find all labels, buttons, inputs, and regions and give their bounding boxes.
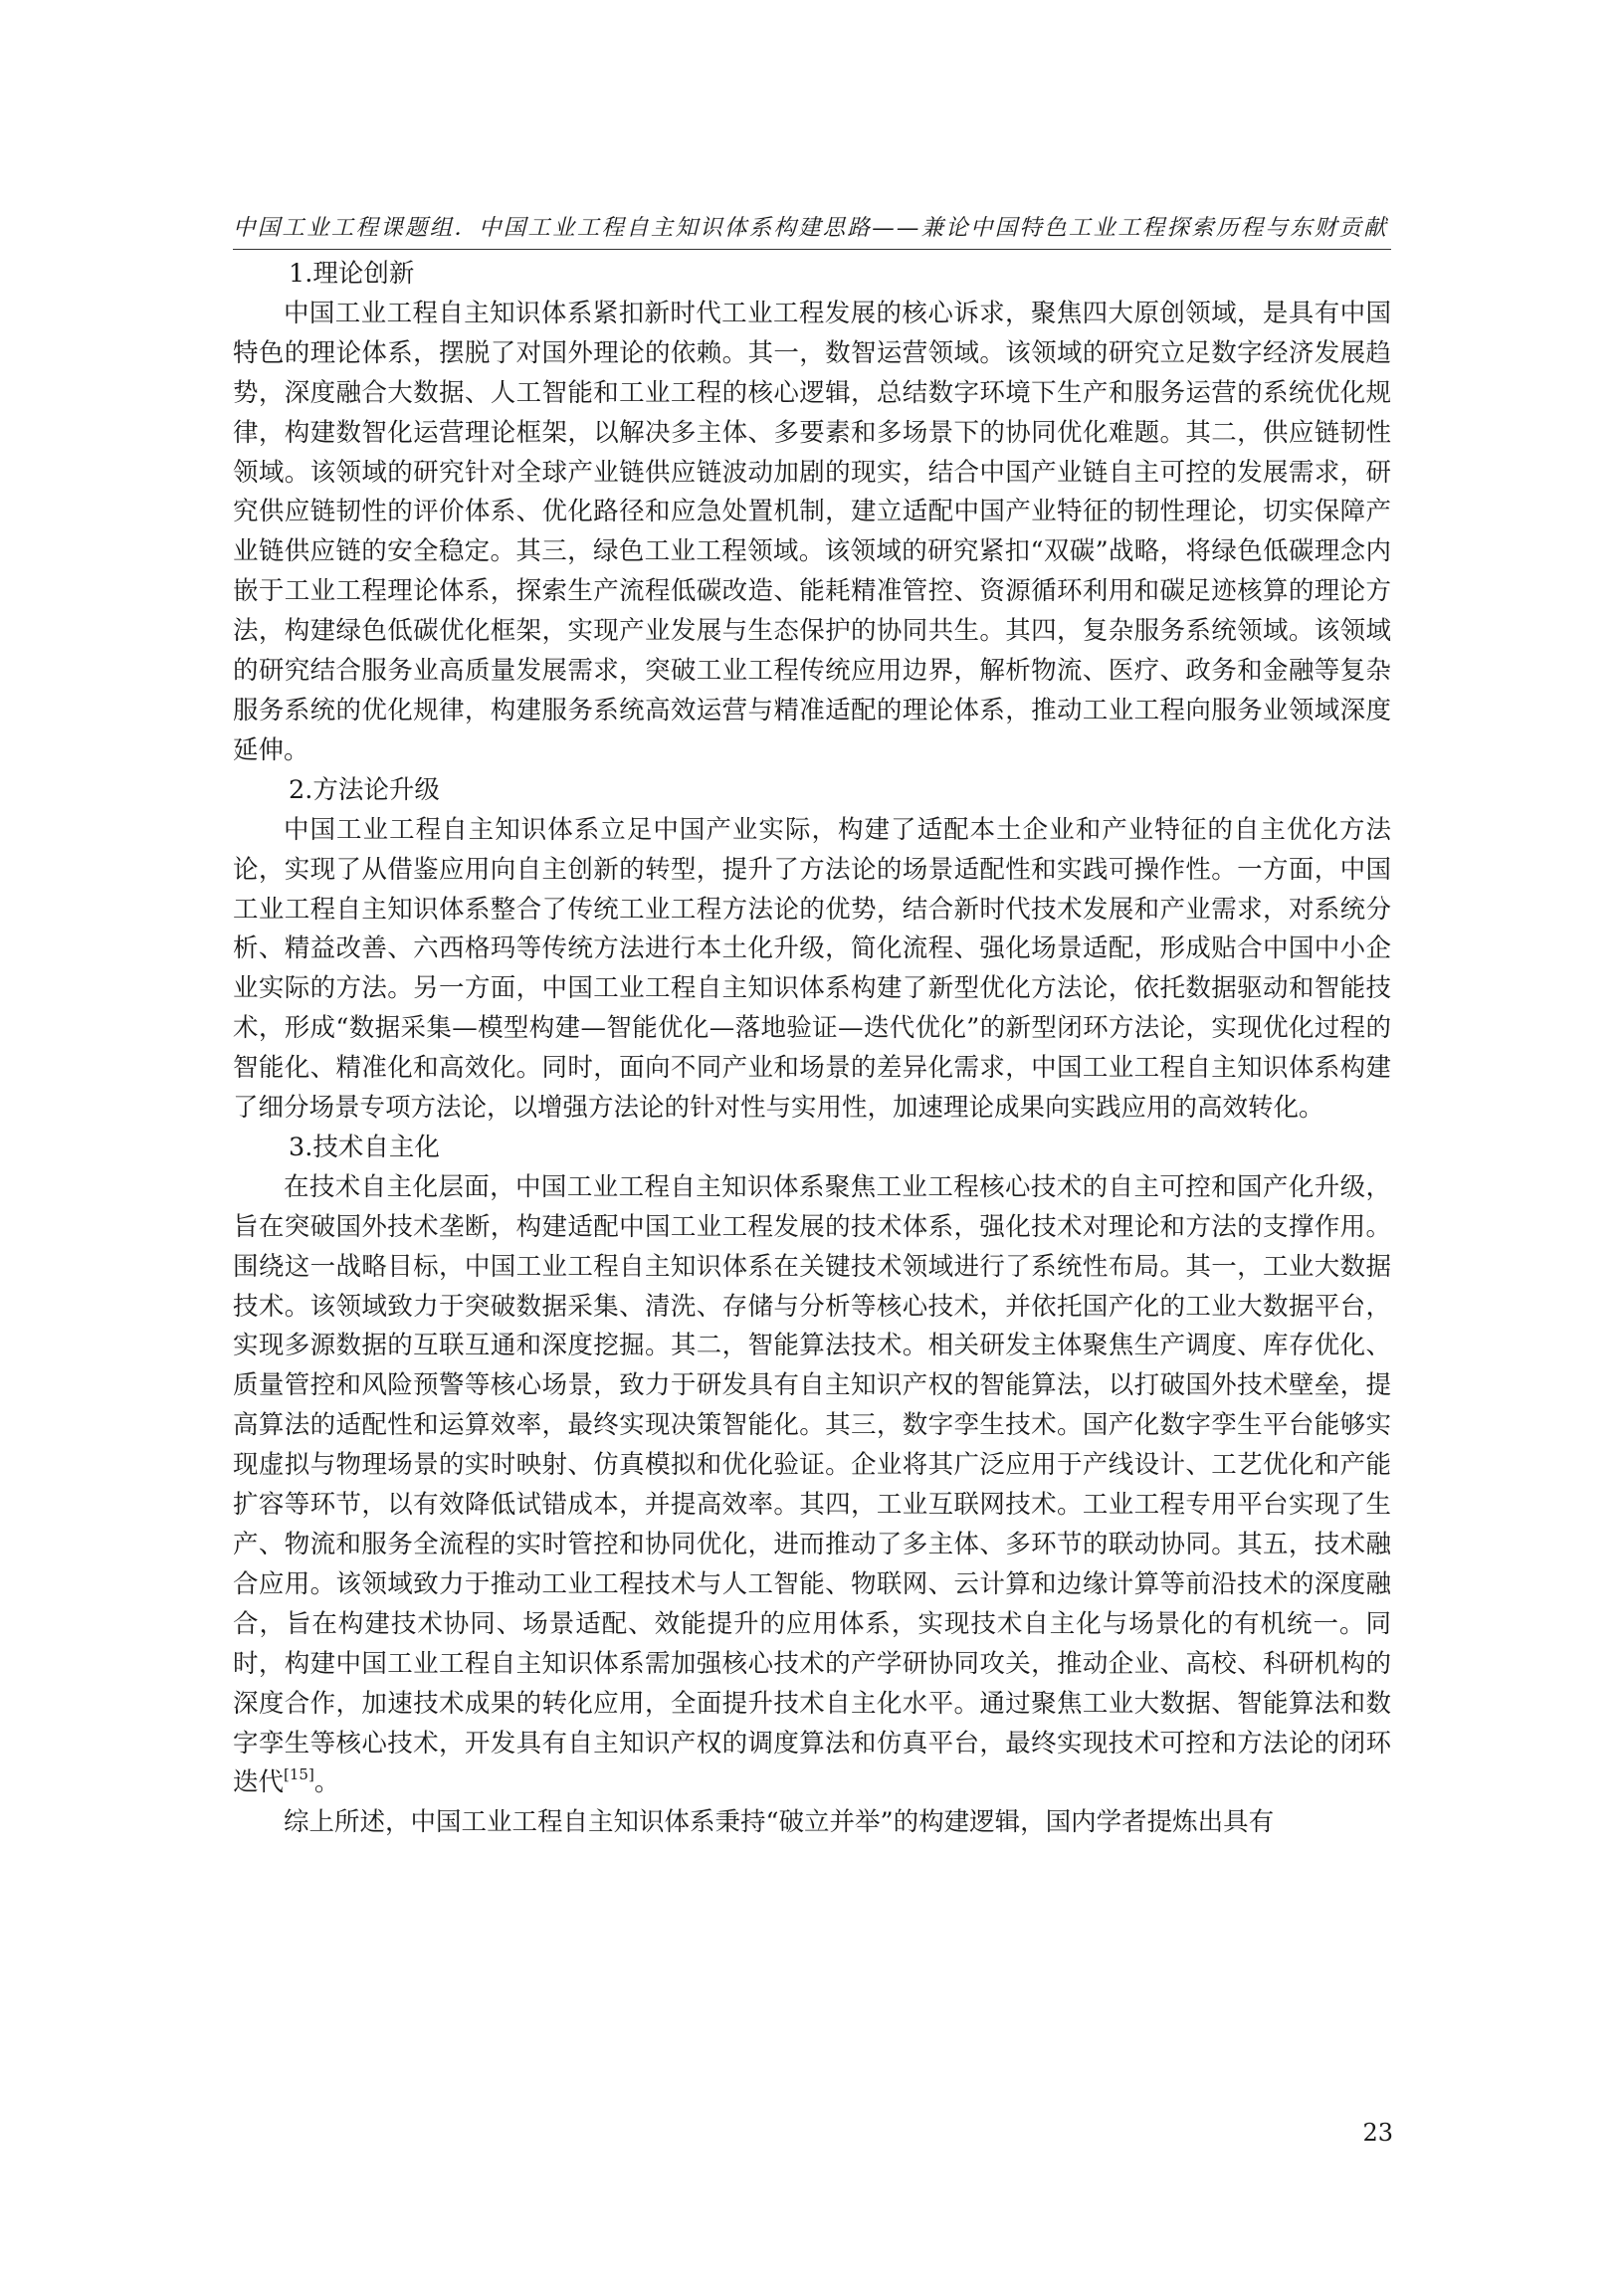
page-number: 23 (1362, 2119, 1393, 2147)
section-heading-theory: 1.理论创新 (289, 259, 415, 289)
paragraph-methodology: 中国工业工程自主知识体系立足中国产业实际，构建了适配本土企业和产业特征的自主优化方法论，实现了从借鉴应用向自主创新的转型，提升了方法论的场景适配性和实践可操作性。一方面，中国工业工程自主知识体系整合了传统工业工程方法论的优势，结合新时代技术发展和产业需求，对系统分析、精益改善、六西格玛等传统方法进行本土化升级，简化流程、强化场景适配，形成贴合中国中小企业实际的方法。另一方面，中国工业工程自主知识体系构建了新型优化方法论，依托数据驱动和智能技术，形成“数据采集—模型构建—智能优化—落地验证—迭代优化”的新型闭环方法论，实现优化过程的智能化、精准化和高效化。同时，面向不同产业和场景的差异化需求，中国工业工程自主知识体系构建了细分场景专项方法论，以增强方法论的针对性与实用性，加速理论成果向实践应用的高效转化。 (233, 814, 1391, 1124)
section-heading-methodology: 2.方法论升级 (289, 774, 440, 805)
section-heading-technology: 3.技术自主化 (289, 1132, 440, 1162)
header-rule (233, 249, 1391, 250)
running-header: 中国工业工程课题组．中国工业工程自主知识体系构建思路——兼论中国特色工业工程探索历程与东财贡献 (233, 215, 1388, 241)
paragraph-technology (233, 1168, 1391, 1804)
paragraph-technology-text: 在技术自主化层面，中国工业工程自主知识体系聚焦工业工程核心技术的自主可控和国产化升级，旨在突破国外技术垄断，构建适配中国工业工程发展的技术体系，强化技术对理论和方法的支撑作用。围绕这一战略目标，中国工业工程自主知识体系在关键技术领域进行了系统性布局。其一，工业大数据技术。该领域致力于突破数据采集、清洗、存储与分析等核心技术，并依托国产化的工业大数据平台，实现多源数据的互联互通和深度挖掘。其二，智能算法技术。相关研发主体聚焦生产调度、库存优化、质量管控和风险预警等核心场景，致力于研发具有自主知识产权的智能算法，以打破国外技术壁垒，提高算法的适配性和运算效率，最终实现决策智能化。其三，数字孪生技术。国产化数字孪生平台能够实现虚拟与物理场景的实时映射、仿真模拟和优化验证。企业将其广泛应用于产线设计、工艺优化和产能扩容等环节，以有效降低试错成本，并提高效率。其四，工业互联网技术。工业工程专用平台实现了生产、物流和服务全流程的实时管控和协同优化，进而推动了多主体、多环节的联动协同。其五，技术融合应用。该领域致力于推动工业工程技术与人工智能、物联网、云计算和边缘计算等前沿技术的深度融合，旨在构建技术协同、场景适配、效能提升的应用体系，实现技术自主化与场景化的有机统一。同时，构建中国工业工程自主知识体系需加强核心技术的产学研协同攻关，推动企业、高校、科研机构的深度合作，加速技术成果的转化应用，全面提升技术自主化水平。通过聚焦工业大数据、智能算法和数字孪生等核心技术，开发具有自主知识产权的调度算法和仿真平台，最终实现技术可控和方法论的闭环迭代 (233, 1171, 1391, 1798)
paragraph-technology-end: 。 (313, 1767, 340, 1798)
paragraph-theory: 中国工业工程自主知识体系紧扣新时代工业工程发展的核心诉求，聚焦四大原创领域，是具有中国特色的理论体系，摆脱了对国外理论的依赖。其一，数智运营领域。该领域的研究立足数字经济发展趋势，深度融合大数据、人工智能和工业工程的核心逻辑，总结数字环境下生产和服务运营的系统优化规律，构建数智化运营理论框架，以解决多主体、多要素和多场景下的协同优化难题。其二，供应链韧性领域。该领域的研究针对全球产业链供应链波动加剧的现实，结合中国产业链自主可控的发展需求，研究供应链韧性的评价体系、优化路径和应急处置机制，建立适配中国产业特征的韧性理论，切实保障产业链供应链的安全稳定。其三，绿色工业工程领域。该领域的研究紧扣“双碳”战略，将绿色低碳理念内嵌于工业工程理论体系，探索生产流程低碳改造、能耗精准管控、资源循环利用和碳足迹核算的理论方法，构建绿色低碳优化框架，实现产业发展与生态保护的协同共生。其四，复杂服务系统领域。该领域的研究结合服务业高质量发展需求，突破工业工程传统应用边界，解析物流、医疗、政务和金融等复杂服务系统的优化规律，构建服务系统高效运营与精准适配的理论体系，推动工业工程向服务业领域深度延伸。 (233, 298, 1391, 765)
citation-marker: [15] (284, 1765, 314, 1784)
article-body (233, 255, 1391, 1843)
paragraph-summary: 综上所述，中国工业工程自主知识体系秉持“破立并举”的构建逻辑，国内学者提炼出具有 (284, 1807, 1275, 1838)
